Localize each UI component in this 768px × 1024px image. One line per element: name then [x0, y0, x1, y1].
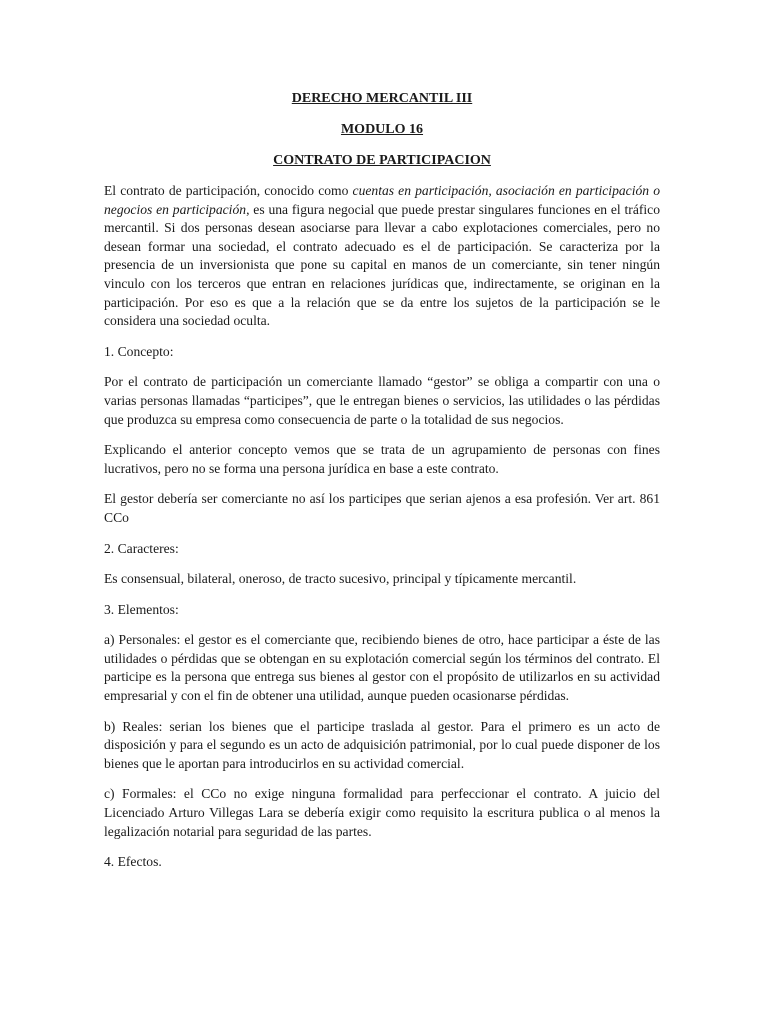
- intro-text-1: El contrato de participación, conocido como: [104, 183, 353, 198]
- section-heading-efectos: 4. Efectos.: [104, 854, 162, 870]
- section-heading-elementos: 3. Elementos:: [104, 601, 179, 617]
- paragraph-gestor: El gestor debería ser comerciante no así los participes que serian ajenos a esa profesión. Ver art. 861 CCo: [104, 491, 660, 525]
- section-heading-caracteres: 2. Caracteres:: [104, 540, 179, 556]
- module-heading: MODULO 16: [340, 122, 424, 137]
- section-heading-concepto: 1. Concepto:: [104, 343, 174, 359]
- intro-text-2: , es una figura negocial que puede prestar singulares funciones en el tráfico mercantil. Si dos personas desean asociarse para llevar a cabo explotaciones comerciales, pero no desean formar una sociedad, el contrato adecuado es el de participación. Se caracteriza por la presencia de un inversionista que pone su capital en manos de un comerciante, sin tener ningún vinculo con los terceros que entran en relaciones jurídicas que, indirectamente, se originan en la participación. Por eso es que a la relación que se da entre los sujetos de la participación se le considera una sociedad oculta.: [104, 201, 660, 329]
- paragraph-personales: a) Personales: el gestor es el comerciante que, recibiendo bienes de otro, hace participar a éste de las utilidades o pérdidas que se obtengan en su explotación comercial según los términos del contrato. El participe es la persona que entrega sus bienes al gestor con el propósito de utilizarlos en su actividad empresarial y con el fin de obtener una utilidad, aunque pueden ocasionarse pérdidas.: [104, 632, 660, 704]
- intro-paragraph: [104, 182, 660, 331]
- paragraph-concepto: Por el contrato de participación un comerciante llamado “gestor” se obliga a compartir con una o varias personas llamadas “participes”, que le entregan bienes o servicios, las utilidades o las pérdidas que produzca su empresa como consecuencia de parte o la totalidad de sus negocios.: [104, 374, 660, 427]
- paragraph-formales: c) Formales: el CCo no exige ninguna formalidad para perfeccionar el contrato. A juicio del Licenciado Arturo Villegas Lara se debería exigir como requisito la escritura publica o al menos la legalización notarial para seguridad de las partes.: [104, 786, 660, 839]
- document-title: DERECHO MERCANTIL III: [291, 91, 473, 106]
- paragraph-explicando: Explicando el anterior concepto vemos que se trata de un agrupamiento de personas con fines lucrativos, pero no se forma una persona jurídica en base a este contrato.: [104, 442, 660, 476]
- paragraph-caracteres: Es consensual, bilateral, oneroso, de tracto sucesivo, principal y típicamente mercantil.: [104, 571, 577, 587]
- intro-italic-text: cuentas en participación, asociación en participación o negocios en participación: [104, 183, 660, 217]
- paragraph-reales: b) Reales: serian los bienes que el participe traslada al gestor. Para el primero es un acto de disposición y para el segundo es un acto de adquisición patrimonial, por lo cual puede disponer de los bienes que le aportan para introducirlos en su actividad comercial.: [104, 718, 660, 771]
- subject-heading: CONTRATO DE PARTICIPACION: [273, 153, 491, 168]
- document-page: [104, 84, 660, 872]
